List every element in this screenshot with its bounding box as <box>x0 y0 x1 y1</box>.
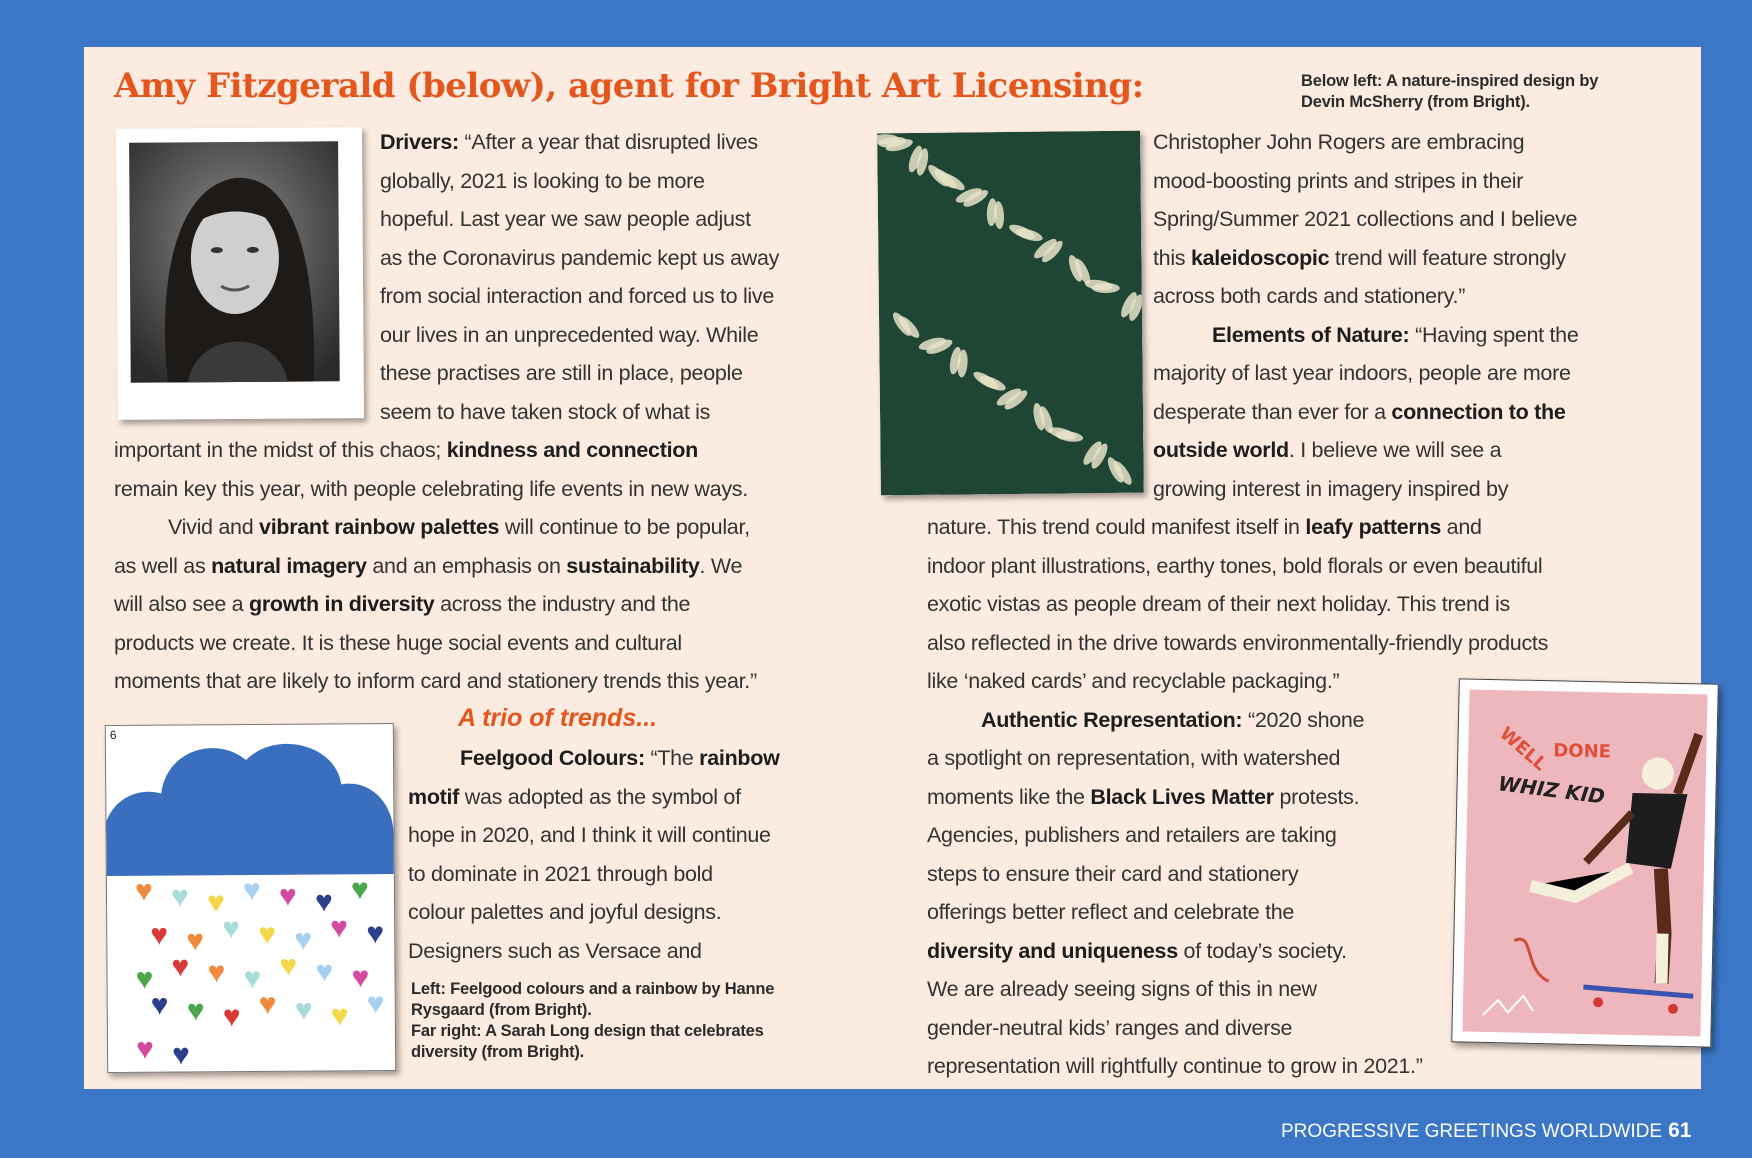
publication-name: PROGRESSIVE GREETINGS WORLDWIDE <box>1281 1121 1663 1142</box>
heart-icon: ♥ <box>366 987 385 1021</box>
heart-icon: ♥ <box>134 874 153 908</box>
text-run: across the industry and the <box>434 592 691 616</box>
heart-icon: ♥ <box>330 999 349 1033</box>
text-run: We are already seeing signs of this in new <box>927 977 1317 1001</box>
bold-phrase: kaleidoscopic <box>1190 245 1330 270</box>
text-line <box>1153 354 1571 392</box>
heart-icon: ♥ <box>186 924 205 958</box>
bold-phrase: Feelgood Colours: <box>460 746 645 770</box>
text-line <box>114 431 698 469</box>
text-run: from social interaction and forced us to live <box>380 284 775 308</box>
caption-top-right <box>1301 71 1598 113</box>
text-run: will continue to be popular, <box>499 515 750 539</box>
page-number: 61 <box>1668 1119 1692 1142</box>
text-line <box>380 239 779 277</box>
heart-icon: ♥ <box>171 950 190 984</box>
text-run: offerings better reflect and celebrate the <box>927 900 1295 924</box>
text-line <box>927 508 1482 546</box>
heart-icon: ♥ <box>170 880 189 914</box>
text-line <box>1153 470 1508 508</box>
text-run: . We <box>699 553 743 578</box>
text-line <box>408 816 771 854</box>
text-run: across both cards and stationery.” <box>1153 284 1466 308</box>
section-subheading: A trio of trends... <box>458 704 658 732</box>
text-run: representation will rightfully continue to grow in 2021.” <box>927 1054 1423 1078</box>
text-line <box>460 739 780 777</box>
text-line <box>1153 239 1566 277</box>
text-line <box>927 1047 1423 1085</box>
portrait-photo <box>116 127 364 420</box>
text-line <box>380 277 774 315</box>
text-run: important in the midst of this chaos; <box>114 438 447 462</box>
text-line <box>927 662 1339 700</box>
text-run: our lives in an unprecedented way. While <box>380 322 759 347</box>
bold-phrase: sustainability <box>566 553 700 578</box>
text-line <box>408 778 741 816</box>
bold-phrase: Black Lives Matter <box>1090 784 1274 809</box>
heart-icon: ♥ <box>258 987 277 1021</box>
text-run: gender-neutral kids’ ranges and diverse <box>927 1015 1293 1040</box>
text-run: Christopher John Rogers are embracing <box>1153 130 1525 154</box>
heart-icon: ♥ <box>150 988 169 1022</box>
text-run: desperate than ever for a <box>1153 399 1392 424</box>
text-line <box>927 547 1542 585</box>
text-run: and an emphasis on <box>366 553 567 578</box>
text-run: also reflected in the drive towards environmentally-friendly products <box>927 630 1549 655</box>
text-run: was adopted as the symbol of <box>459 784 741 809</box>
text-run: exotic vistas as people dream of their next holiday. This trend is <box>927 592 1510 616</box>
text-run: as the Coronavirus pandemic kept us away <box>380 245 780 270</box>
text-line <box>927 585 1510 623</box>
text-run: hopeful. Last year we saw people adjust <box>380 207 751 231</box>
text-run: colour palettes and joyful designs. <box>408 900 722 924</box>
heart-icon: ♥ <box>366 917 385 951</box>
text-line <box>927 855 1298 893</box>
text-line <box>380 123 758 161</box>
text-run: will also see a <box>114 592 250 616</box>
caption-bottom <box>411 979 774 1063</box>
text-line <box>1153 123 1524 161</box>
text-line <box>380 162 705 200</box>
text-run: to dominate in 2021 through bold <box>408 861 713 886</box>
heart-icon: ♥ <box>171 1038 191 1072</box>
text-line <box>408 932 702 970</box>
whiz-kid-card-image <box>1451 678 1719 1047</box>
text-line <box>927 970 1317 1008</box>
heart-icon: ♥ <box>206 886 225 920</box>
heart-icon: ♥ <box>294 923 313 957</box>
text-run: trend will feature strongly <box>1329 245 1566 270</box>
bold-phrase: growth in diversity <box>249 592 435 616</box>
bold-phrase: rainbow <box>699 746 780 770</box>
text-run: a spotlight on representation, with watershed <box>927 746 1341 770</box>
bold-phrase: vibrant rainbow palettes <box>259 515 500 539</box>
text-run: growing interest in imagery inspired by <box>1153 476 1509 501</box>
card-lettering-1: WELL <box>1495 723 1551 776</box>
nature-design-image <box>877 131 1144 496</box>
text-line <box>927 778 1359 816</box>
caption-line: Devin McSherry (from Bright). <box>1301 93 1530 111</box>
text-run: Vivid and <box>168 515 260 539</box>
heart-icon: ♥ <box>150 918 169 952</box>
bold-phrase: diversity and uniqueness <box>927 938 1178 963</box>
text-line <box>114 585 690 623</box>
text-run: hope in 2020, and I think it will continue <box>408 823 771 847</box>
bold-phrase: kindness and connection <box>446 438 698 462</box>
text-run: as well as <box>114 553 212 578</box>
text-line <box>408 855 713 893</box>
card-lettering-2: WHIZ KID <box>1496 771 1607 809</box>
heart-icon: ♥ <box>314 885 333 919</box>
bold-phrase: Authentic Representation: <box>981 707 1243 732</box>
text-run: “The <box>644 746 700 770</box>
text-line <box>1153 277 1465 315</box>
text-run: globally, 2021 is looking to be more <box>380 168 705 193</box>
heart-icon: ♥ <box>258 917 277 951</box>
card-number: 6 <box>109 727 117 742</box>
text-run: and <box>1441 515 1482 539</box>
text-run: “After a year that disrupted lives <box>458 130 758 154</box>
caption-line: Far right: A Sarah Long design that celebrates <box>411 1022 764 1040</box>
text-line <box>927 893 1294 931</box>
heart-icon: ♥ <box>279 949 298 983</box>
text-line <box>927 816 1337 854</box>
caption-line: Below left: A nature-inspired design by <box>1301 72 1599 90</box>
text-run: indoor plant illustrations, earthy tones, bold florals or even beautiful <box>927 553 1543 578</box>
text-run: Agencies, publishers and retailers are taking <box>927 823 1337 847</box>
bold-phrase: Drivers: <box>380 130 459 154</box>
text-line <box>380 200 751 238</box>
text-run: Designers such as Versace and <box>408 938 702 963</box>
text-line <box>114 662 757 700</box>
heart-icon: ♥ <box>135 962 154 996</box>
text-line <box>1212 316 1579 354</box>
heart-icon: ♥ <box>222 912 241 946</box>
caption-line: diversity (from Bright). <box>411 1043 585 1061</box>
text-line <box>1153 200 1577 238</box>
text-line <box>114 547 742 585</box>
text-run: Spring/Summer 2021 collections and I believe <box>1153 207 1578 231</box>
article-heading: Amy Fitzgerald (below), agent for Bright Art Licensing: <box>114 66 1144 106</box>
heart-icon: ♥ <box>135 1032 154 1066</box>
heart-icon: ♥ <box>350 873 369 907</box>
text-line <box>408 893 721 931</box>
text-line <box>927 932 1347 970</box>
bold-phrase: Elements of Nature: <box>1212 322 1410 347</box>
bold-phrase: connection to the <box>1391 399 1566 424</box>
heart-icon: ♥ <box>351 961 370 995</box>
text-run: majority of last year indoors, people are more <box>1153 361 1571 385</box>
text-line <box>1153 431 1501 469</box>
bold-phrase: natural imagery <box>211 553 367 578</box>
text-run: seem to have taken stock of what is <box>380 399 711 424</box>
text-line <box>1153 162 1523 200</box>
text-run: moments like the <box>927 784 1091 809</box>
text-run: nature. This trend could manifest itself in <box>927 515 1306 539</box>
bold-phrase: motif <box>408 784 460 809</box>
text-run: protests. <box>1273 784 1360 809</box>
heart-icon: ♥ <box>207 956 226 990</box>
bold-phrase: outside world <box>1153 438 1289 462</box>
text-run: remain key this year, with people celebrating life events in new ways. <box>114 476 748 501</box>
heart-icon: ♥ <box>243 961 262 996</box>
text-line <box>380 354 743 392</box>
text-line <box>114 624 682 662</box>
text-run: moments that are likely to inform card and stationery trends this year.” <box>114 669 757 693</box>
text-run: like ‘naked cards’ and recyclable packaging.” <box>927 669 1340 693</box>
card-lettering-1b: DONE <box>1553 740 1612 763</box>
text-run: products we create. It is these huge social events and cultural <box>114 630 682 655</box>
heart-icon: ♥ <box>186 994 205 1028</box>
heart-icon: ♥ <box>222 1000 241 1034</box>
text-line <box>114 470 748 508</box>
text-run: mood-boosting prints and stripes in their <box>1153 168 1524 193</box>
text-line <box>168 508 750 546</box>
heart-icon: ♥ <box>294 993 313 1027</box>
text-run: “2020 shone <box>1242 707 1365 732</box>
bold-phrase: leafy patterns <box>1305 515 1441 539</box>
caption-line: Rysgaard (from Bright). <box>411 1001 592 1019</box>
rainbow-card-image <box>105 723 396 1073</box>
text-line <box>927 1009 1292 1047</box>
text-line <box>380 393 710 431</box>
text-line <box>927 739 1340 777</box>
page-footer <box>1281 1119 1691 1143</box>
text-line <box>1153 393 1565 431</box>
text-run: steps to ensure their card and stationery <box>927 861 1299 886</box>
text-run: “Having spent the <box>1409 322 1579 347</box>
text-run: . I believe we will see a <box>1288 438 1502 462</box>
heart-icon: ♥ <box>315 955 334 989</box>
heart-icon: ♥ <box>330 911 349 945</box>
text-run: this <box>1153 245 1191 270</box>
heart-icon: ♥ <box>278 879 297 913</box>
caption-line: Left: Feelgood colours and a rainbow by Hanne <box>411 980 775 998</box>
heart-icon: ♥ <box>242 873 261 908</box>
text-run: these practises are still in place, people <box>380 361 743 385</box>
text-line <box>981 701 1364 739</box>
text-run: of today’s society. <box>1177 938 1347 963</box>
text-line <box>927 624 1548 662</box>
text-line <box>380 316 758 354</box>
